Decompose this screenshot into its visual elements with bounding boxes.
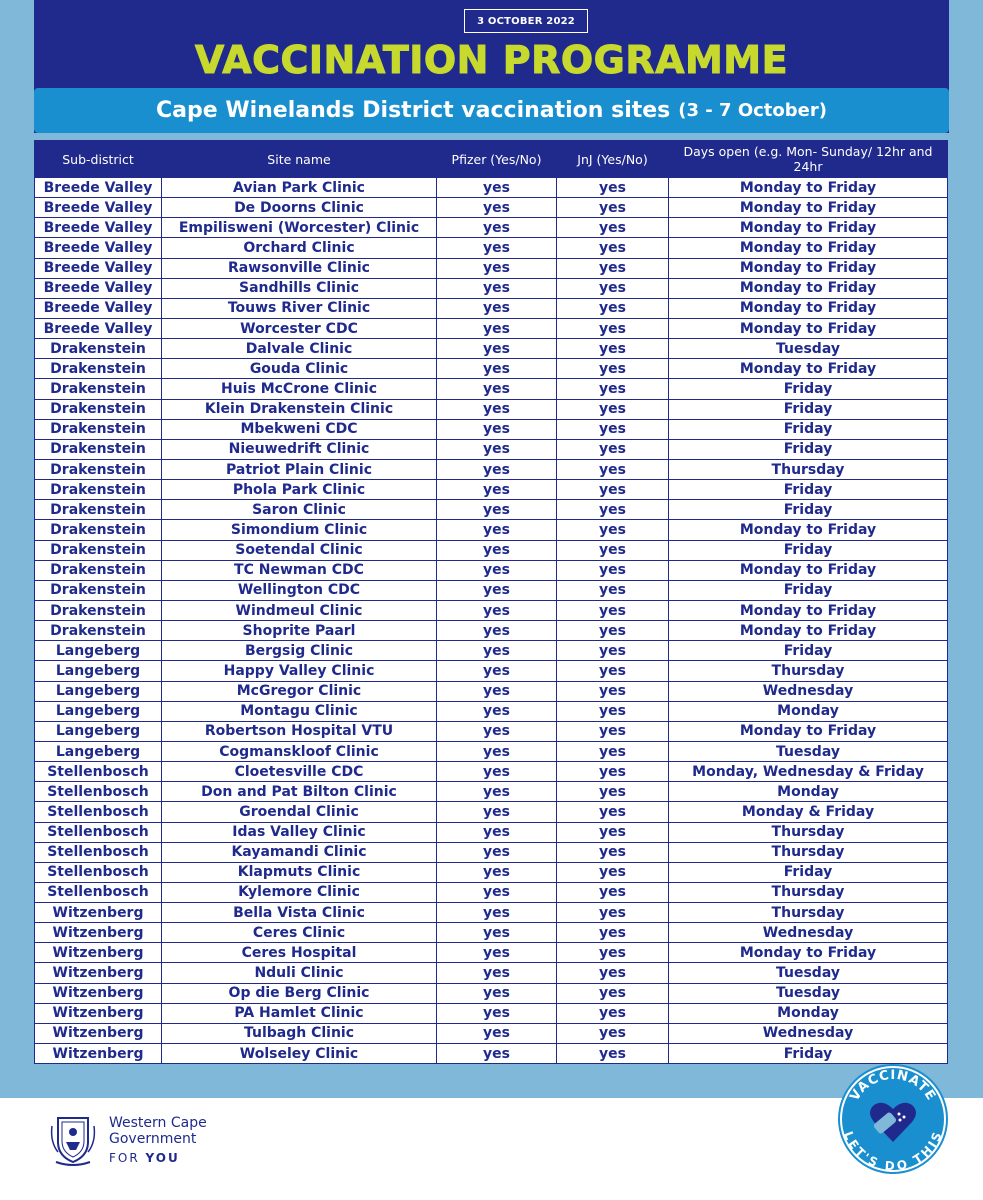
jnj-cell: yes (557, 359, 669, 379)
days-open-cell: Thursday (669, 661, 948, 681)
table-row (35, 500, 948, 520)
days-open-cell: Friday (669, 641, 948, 661)
days-open-cell: Monday (669, 782, 948, 802)
days-open-cell: Monday to Friday (669, 318, 948, 338)
days-open-cell: Monday to Friday (669, 943, 948, 963)
table-row (35, 580, 948, 600)
sub-district-cell: Drakenstein (35, 480, 162, 500)
jnj-cell: yes (557, 520, 669, 540)
subtitle-dates: (3 - 7 October) (678, 100, 827, 121)
table-row (35, 762, 948, 782)
site-name-cell: Cogmanskloof Clinic (162, 741, 437, 761)
days-open-cell: Thursday (669, 903, 948, 923)
sub-district-cell: Witzenberg (35, 1023, 162, 1043)
site-name-cell: Op die Berg Clinic (162, 983, 437, 1003)
site-name-cell: Kylemore Clinic (162, 882, 437, 902)
jnj-cell: yes (557, 178, 669, 198)
pfizer-cell: yes (437, 983, 557, 1003)
days-open-cell: Wednesday (669, 1023, 948, 1043)
days-open-cell: Monday to Friday (669, 178, 948, 198)
jnj-cell: yes (557, 1044, 669, 1064)
sub-district-cell: Stellenbosch (35, 862, 162, 882)
site-name-cell: Wolseley Clinic (162, 1044, 437, 1064)
pfizer-cell: yes (437, 963, 557, 983)
days-open-cell: Friday (669, 540, 948, 560)
table-row (35, 782, 948, 802)
days-open-cell: Tuesday (669, 963, 948, 983)
sub-district-cell: Stellenbosch (35, 842, 162, 862)
site-name-cell: Touws River Clinic (162, 298, 437, 318)
table-row (35, 842, 948, 862)
pfizer-cell: yes (437, 762, 557, 782)
jnj-cell: yes (557, 641, 669, 661)
table-row (35, 943, 948, 963)
days-open-cell: Thursday (669, 842, 948, 862)
pfizer-cell: yes (437, 842, 557, 862)
site-name-cell: Empilisweni (Worcester) Clinic (162, 218, 437, 238)
site-name-cell: Avian Park Clinic (162, 178, 437, 198)
site-name-cell: Gouda Clinic (162, 359, 437, 379)
table-row (35, 802, 948, 822)
site-name-cell: Rawsonville Clinic (162, 258, 437, 278)
sub-district-cell: Breede Valley (35, 238, 162, 258)
pfizer-cell: yes (437, 822, 557, 842)
sub-district-cell: Stellenbosch (35, 822, 162, 842)
table-row (35, 641, 948, 661)
site-name-cell: McGregor Clinic (162, 681, 437, 701)
site-name-cell: Wellington CDC (162, 580, 437, 600)
site-name-cell: Idas Valley Clinic (162, 822, 437, 842)
sub-district-cell: Drakenstein (35, 621, 162, 641)
sub-district-cell: Witzenberg (35, 963, 162, 983)
pfizer-cell: yes (437, 198, 557, 218)
pfizer-cell: yes (437, 318, 557, 338)
sub-district-cell: Drakenstein (35, 399, 162, 419)
sub-district-cell: Witzenberg (35, 1003, 162, 1023)
site-name-cell: Don and Pat Bilton Clinic (162, 782, 437, 802)
table-row (35, 923, 948, 943)
table-row (35, 339, 948, 359)
jnj-cell: yes (557, 862, 669, 882)
jnj-cell: yes (557, 560, 669, 580)
pfizer-cell: yes (437, 298, 557, 318)
sub-district-cell: Stellenbosch (35, 882, 162, 902)
days-open-cell: Monday, Wednesday & Friday (669, 762, 948, 782)
site-name-cell: TC Newman CDC (162, 560, 437, 580)
sub-district-cell: Breede Valley (35, 178, 162, 198)
jnj-cell: yes (557, 480, 669, 500)
sub-district-cell: Witzenberg (35, 943, 162, 963)
days-open-cell: Monday to Friday (669, 278, 948, 298)
days-open-cell: Monday to Friday (669, 600, 948, 620)
days-open-cell: Friday (669, 419, 948, 439)
table-row (35, 399, 948, 419)
days-open-cell: Monday to Friday (669, 560, 948, 580)
sub-district-cell: Breede Valley (35, 318, 162, 338)
pfizer-cell: yes (437, 218, 557, 238)
jnj-cell: yes (557, 802, 669, 822)
jnj-cell: yes (557, 621, 669, 641)
days-open-cell: Tuesday (669, 983, 948, 1003)
jnj-cell: yes (557, 600, 669, 620)
vaccinate-badge (836, 1062, 950, 1176)
site-name-cell: Klein Drakenstein Clinic (162, 399, 437, 419)
sub-district-cell: Drakenstein (35, 379, 162, 399)
days-open-cell: Monday to Friday (669, 298, 948, 318)
jnj-cell: yes (557, 580, 669, 600)
pfizer-cell: yes (437, 419, 557, 439)
days-open-cell: Wednesday (669, 923, 948, 943)
table-row (35, 258, 948, 278)
badge-top-text: VACCINATE (847, 1067, 939, 1104)
site-name-cell: Mbekweni CDC (162, 419, 437, 439)
header-sub-district: Sub-district (35, 141, 162, 178)
pfizer-cell: yes (437, 802, 557, 822)
site-name-cell: Phola Park Clinic (162, 480, 437, 500)
jnj-cell: yes (557, 1003, 669, 1023)
gov-line-2: Government (109, 1131, 197, 1147)
sub-district-cell: Drakenstein (35, 580, 162, 600)
jnj-cell: yes (557, 822, 669, 842)
pfizer-cell: yes (437, 399, 557, 419)
table-row (35, 178, 948, 198)
days-open-cell: Monday to Friday (669, 258, 948, 278)
days-open-cell: Wednesday (669, 681, 948, 701)
jnj-cell: yes (557, 238, 669, 258)
days-open-cell: Monday to Friday (669, 520, 948, 540)
pfizer-cell: yes (437, 178, 557, 198)
table-row (35, 822, 948, 842)
pfizer-cell: yes (437, 1044, 557, 1064)
sub-district-cell: Langeberg (35, 741, 162, 761)
jnj-cell: yes (557, 842, 669, 862)
jnj-cell: yes (557, 903, 669, 923)
jnj-cell: yes (557, 258, 669, 278)
jnj-cell: yes (557, 963, 669, 983)
pfizer-cell: yes (437, 560, 557, 580)
site-name-cell: Ceres Clinic (162, 923, 437, 943)
jnj-cell: yes (557, 1023, 669, 1043)
tagline (109, 1151, 180, 1165)
table-row (35, 701, 948, 721)
table-row (35, 882, 948, 902)
table-row (35, 540, 948, 560)
pfizer-cell: yes (437, 540, 557, 560)
table-row (35, 218, 948, 238)
table-row (35, 359, 948, 379)
government-name (109, 1115, 207, 1147)
days-open-cell: Monday to Friday (669, 621, 948, 641)
jnj-cell: yes (557, 923, 669, 943)
site-name-cell: Happy Valley Clinic (162, 661, 437, 681)
site-name-cell: Soetendal Clinic (162, 540, 437, 560)
jnj-cell: yes (557, 439, 669, 459)
sub-district-cell: Langeberg (35, 661, 162, 681)
sub-district-cell: Breede Valley (35, 198, 162, 218)
days-open-cell: Friday (669, 862, 948, 882)
table-row (35, 1023, 948, 1043)
site-name-cell: Saron Clinic (162, 500, 437, 520)
pfizer-cell: yes (437, 1023, 557, 1043)
site-name-cell: Bergsig Clinic (162, 641, 437, 661)
pfizer-cell: yes (437, 701, 557, 721)
sub-district-cell: Breede Valley (35, 218, 162, 238)
header-pfizer: Pfizer (Yes/No) (437, 141, 557, 178)
sub-district-cell: Witzenberg (35, 1044, 162, 1064)
days-open-cell: Monday to Friday (669, 359, 948, 379)
table-row (35, 1044, 948, 1064)
days-open-cell: Thursday (669, 822, 948, 842)
page-title: VACCINATION PROGRAMME (194, 38, 789, 82)
pfizer-cell: yes (437, 903, 557, 923)
table-row (35, 621, 948, 641)
jnj-cell: yes (557, 379, 669, 399)
table-row (35, 963, 948, 983)
table-row (35, 862, 948, 882)
site-name-cell: Tulbagh Clinic (162, 1023, 437, 1043)
pfizer-cell: yes (437, 359, 557, 379)
days-open-cell: Tuesday (669, 339, 948, 359)
pfizer-cell: yes (437, 439, 557, 459)
sub-district-cell: Langeberg (35, 681, 162, 701)
days-open-cell: Thursday (669, 882, 948, 902)
pfizer-cell: yes (437, 278, 557, 298)
jnj-cell: yes (557, 198, 669, 218)
date-label: 3 OCTOBER 2022 (464, 9, 588, 33)
table-row (35, 198, 948, 218)
pfizer-cell: yes (437, 520, 557, 540)
sub-district-cell: Drakenstein (35, 560, 162, 580)
pfizer-cell: yes (437, 480, 557, 500)
sub-district-cell: Witzenberg (35, 903, 162, 923)
table-row (35, 983, 948, 1003)
jnj-cell: yes (557, 298, 669, 318)
site-name-cell: Nieuwedrift Clinic (162, 439, 437, 459)
site-name-cell: Nduli Clinic (162, 963, 437, 983)
pfizer-cell: yes (437, 258, 557, 278)
pfizer-cell: yes (437, 721, 557, 741)
pfizer-cell: yes (437, 782, 557, 802)
table-row (35, 459, 948, 479)
sub-district-cell: Drakenstein (35, 359, 162, 379)
table-row (35, 661, 948, 681)
site-name-cell: Dalvale Clinic (162, 339, 437, 359)
table-row (35, 681, 948, 701)
jnj-cell: yes (557, 721, 669, 741)
subtitle-bar (34, 88, 949, 133)
sub-district-cell: Breede Valley (35, 298, 162, 318)
jnj-cell: yes (557, 701, 669, 721)
jnj-cell: yes (557, 218, 669, 238)
jnj-cell: yes (557, 399, 669, 419)
sub-district-cell: Stellenbosch (35, 802, 162, 822)
header-jnj: JnJ (Yes/No) (557, 141, 669, 178)
pfizer-cell: yes (437, 661, 557, 681)
site-name-cell: Kayamandi Clinic (162, 842, 437, 862)
jnj-cell: yes (557, 983, 669, 1003)
site-name-cell: Groendal Clinic (162, 802, 437, 822)
days-open-cell: Monday (669, 701, 948, 721)
sub-district-cell: Drakenstein (35, 600, 162, 620)
days-open-cell: Monday (669, 1003, 948, 1023)
days-open-cell: Tuesday (669, 741, 948, 761)
sub-district-cell: Drakenstein (35, 439, 162, 459)
pfizer-cell: yes (437, 641, 557, 661)
jnj-cell: yes (557, 419, 669, 439)
jnj-cell: yes (557, 459, 669, 479)
pfizer-cell: yes (437, 741, 557, 761)
coat-of-arms-icon (48, 1112, 98, 1166)
jnj-cell: yes (557, 782, 669, 802)
site-name-cell: Simondium Clinic (162, 520, 437, 540)
site-name-cell: Montagu Clinic (162, 701, 437, 721)
sub-district-cell: Witzenberg (35, 983, 162, 1003)
jnj-cell: yes (557, 318, 669, 338)
pfizer-cell: yes (437, 600, 557, 620)
sub-district-cell: Breede Valley (35, 278, 162, 298)
days-open-cell: Thursday (669, 459, 948, 479)
sub-district-cell: Drakenstein (35, 520, 162, 540)
jnj-cell: yes (557, 500, 669, 520)
days-open-cell: Monday to Friday (669, 721, 948, 741)
jnj-cell: yes (557, 339, 669, 359)
sub-district-cell: Langeberg (35, 641, 162, 661)
sub-district-cell: Drakenstein (35, 419, 162, 439)
site-name-cell: Cloetesville CDC (162, 762, 437, 782)
tagline-you: YOU (145, 1151, 180, 1165)
table-row (35, 419, 948, 439)
site-name-cell: Windmeul Clinic (162, 600, 437, 620)
pfizer-cell: yes (437, 862, 557, 882)
site-name-cell: Huis McCrone Clinic (162, 379, 437, 399)
sub-district-cell: Drakenstein (35, 339, 162, 359)
table-row (35, 903, 948, 923)
table-row (35, 1003, 948, 1023)
days-open-cell: Monday to Friday (669, 238, 948, 258)
gov-line-1: Western Cape (109, 1115, 207, 1131)
vaccination-sites-table (34, 140, 947, 1064)
site-name-cell: De Doorns Clinic (162, 198, 437, 218)
sub-district-cell: Drakenstein (35, 500, 162, 520)
site-name-cell: Ceres Hospital (162, 943, 437, 963)
pfizer-cell: yes (437, 621, 557, 641)
table-row (35, 480, 948, 500)
sub-district-cell: Drakenstein (35, 540, 162, 560)
jnj-cell: yes (557, 943, 669, 963)
subtitle: Cape Winelands District vaccination sites (156, 98, 671, 123)
jnj-cell: yes (557, 882, 669, 902)
days-open-cell: Friday (669, 580, 948, 600)
site-name-cell: Orchard Clinic (162, 238, 437, 258)
table-row (35, 379, 948, 399)
jnj-cell: yes (557, 278, 669, 298)
days-open-cell: Friday (669, 1044, 948, 1064)
header-site-name: Site name (162, 141, 437, 178)
pfizer-cell: yes (437, 923, 557, 943)
site-name-cell: Robertson Hospital VTU (162, 721, 437, 741)
table-row (35, 741, 948, 761)
site-name-cell: PA Hamlet Clinic (162, 1003, 437, 1023)
table-header-row (35, 141, 948, 178)
pfizer-cell: yes (437, 882, 557, 902)
table-row (35, 560, 948, 580)
days-open-cell: Friday (669, 500, 948, 520)
pfizer-cell: yes (437, 1003, 557, 1023)
site-name-cell: Bella Vista Clinic (162, 903, 437, 923)
pfizer-cell: yes (437, 500, 557, 520)
sub-district-cell: Stellenbosch (35, 762, 162, 782)
sub-district-cell: Langeberg (35, 721, 162, 741)
tagline-for: FOR (109, 1151, 140, 1165)
table-row (35, 278, 948, 298)
jnj-cell: yes (557, 681, 669, 701)
table-row (35, 520, 948, 540)
site-name-cell: Klapmuts Clinic (162, 862, 437, 882)
site-name-cell: Patriot Plain Clinic (162, 459, 437, 479)
pfizer-cell: yes (437, 339, 557, 359)
table-row (35, 298, 948, 318)
pfizer-cell: yes (437, 681, 557, 701)
table-row (35, 600, 948, 620)
days-open-cell: Friday (669, 379, 948, 399)
sub-district-cell: Langeberg (35, 701, 162, 721)
sub-district-cell: Stellenbosch (35, 782, 162, 802)
days-open-cell: Monday & Friday (669, 802, 948, 822)
header-banner (34, 0, 949, 133)
days-open-cell: Friday (669, 439, 948, 459)
table-row (35, 238, 948, 258)
table-row (35, 721, 948, 741)
days-open-cell: Friday (669, 480, 948, 500)
jnj-cell: yes (557, 741, 669, 761)
jnj-cell: yes (557, 661, 669, 681)
table-row (35, 439, 948, 459)
pfizer-cell: yes (437, 238, 557, 258)
table-row (35, 318, 948, 338)
pfizer-cell: yes (437, 459, 557, 479)
jnj-cell: yes (557, 762, 669, 782)
jnj-cell: yes (557, 540, 669, 560)
days-open-cell: Monday to Friday (669, 198, 948, 218)
badge-bottom-text: LET'S DO THIS (841, 1129, 945, 1174)
site-name-cell: Sandhills Clinic (162, 278, 437, 298)
header-days-open: Days open (e.g. Mon- Sunday/ 12hr and 24hr (669, 141, 948, 178)
sub-district-cell: Breede Valley (35, 258, 162, 278)
days-open-cell: Friday (669, 399, 948, 419)
pfizer-cell: yes (437, 379, 557, 399)
days-open-cell: Monday to Friday (669, 218, 948, 238)
pfizer-cell: yes (437, 943, 557, 963)
table-body (35, 178, 948, 1064)
sub-district-cell: Drakenstein (35, 459, 162, 479)
pfizer-cell: yes (437, 580, 557, 600)
site-name-cell: Worcester CDC (162, 318, 437, 338)
site-name-cell: Shoprite Paarl (162, 621, 437, 641)
sub-district-cell: Witzenberg (35, 923, 162, 943)
